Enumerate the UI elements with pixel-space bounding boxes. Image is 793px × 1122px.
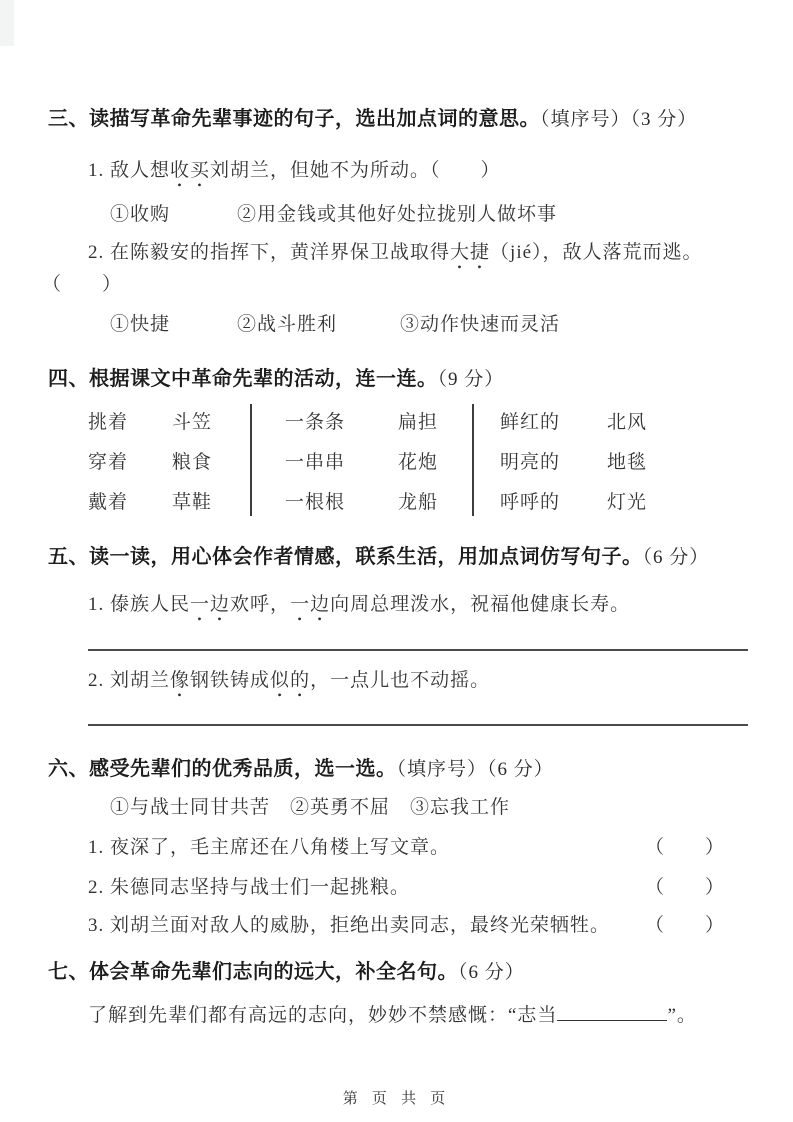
section-6-question-2: 2. 朱德同志坚持与战士们一起挑粮。 [88, 877, 411, 898]
section-6-options: ①与战士同甘共苦 ②英勇不屈 ③忘我工作 [110, 797, 511, 818]
section-4-title: 四、根据课文中革命先辈的活动，连一连。 [48, 368, 438, 390]
section-7-sentence: 了解到先辈们都有高远的志向，妙妙不禁感慨：“志当 ”。 [88, 1000, 697, 1029]
answer-line [88, 724, 748, 726]
section-5-title: 五、读一读，用心体会作者情感，联系生活，用加点词仿写句子。 [48, 546, 643, 568]
section-3-question-1: 1. 敌人想收买刘胡兰，但她不为所动。（ ） [88, 160, 501, 181]
scan-corner-shade [0, 0, 14, 46]
section-3-q2-option-3: ③动作快速而灵活 [400, 314, 561, 335]
section-3-question-2: 2. 在陈毅安的指挥下，黄洋界保卫战取得大捷（jié），敌人落荒而逃。 [88, 242, 703, 263]
connect-cell: 草鞋 [172, 492, 213, 513]
section-6-question-3: 3. 刘胡兰面对敌人的威胁，拒绝出卖同志，最终光荣牺牲。 [88, 915, 611, 936]
answer-bracket: （ ） [645, 837, 726, 858]
section-5-sentence-1: 1. 傣族人民一边欢呼，一边向周总理泼水，祝福他健康长寿。 [88, 594, 631, 615]
section-4-note: （9 分） [437, 369, 505, 390]
section-6-title: 六、感受先辈们的优秀品质，选一选。 [48, 758, 397, 780]
connect-cell: 北风 [607, 412, 648, 433]
connect-cell: 一根根 [285, 492, 346, 513]
connect-cell: 斗笠 [172, 412, 213, 433]
connect-cell: 一串串 [285, 452, 346, 473]
section-6-heading [48, 752, 554, 781]
column-divider [250, 404, 252, 516]
section-3-q2-answer-bracket: （ ） [42, 274, 123, 295]
connect-cell: 地毯 [607, 452, 648, 473]
section-4-heading [48, 362, 504, 391]
page-footer: 第 页 共 页 [342, 1090, 451, 1107]
connect-cell: 灯光 [607, 492, 648, 513]
section-6-question-1: 1. 夜深了，毛主席还在八角楼上写文章。 [88, 837, 451, 858]
section-7-note: （6 分） [458, 962, 525, 983]
connect-cell: 穿着 [88, 452, 129, 473]
connect-cell: 明亮的 [500, 452, 561, 473]
section-3-q1-option-1: ①收购 [110, 204, 171, 225]
section-3-q2-option-1: ①快捷 [110, 314, 171, 335]
section-3-q1-option-2: ②用金钱或其他好处拉拢别人做坏事 [237, 204, 558, 225]
connect-cell: 龙船 [398, 492, 439, 513]
section-3-title: 三、读描写革命先辈事迹的句子，选出加点词的意思。 [48, 108, 540, 130]
answer-bracket: （ ） [645, 877, 726, 898]
section-5-heading [48, 540, 709, 569]
connect-cell: 呼呼的 [500, 492, 561, 513]
connect-cell: 一条条 [285, 412, 346, 433]
answer-line [88, 649, 748, 651]
answer-blank [557, 1000, 667, 1021]
section-5-sentence-2: 2. 刘胡兰像钢铁铸成似的，一点儿也不动摇。 [88, 670, 491, 691]
section-7-title: 七、体会革命先辈们志向的远大，补全名句。 [48, 961, 458, 983]
section-7-heading [48, 955, 525, 984]
connect-cell: 扁担 [398, 412, 439, 433]
connect-cell: 鲜红的 [500, 412, 561, 433]
answer-bracket: （ ） [645, 915, 726, 936]
connect-cell: 挑着 [88, 412, 129, 433]
section-3-note: （填序号）（3 分） [540, 109, 698, 130]
section-3-heading [48, 102, 697, 131]
connect-cell: 戴着 [88, 492, 129, 513]
section-6-note: （填序号）（6 分） [396, 759, 554, 780]
connect-cell: 粮食 [172, 452, 213, 473]
section-5-note: （6 分） [642, 547, 710, 568]
section-3-q2-option-2: ②战斗胜利 [237, 314, 338, 335]
column-divider [472, 404, 474, 516]
connect-cell: 花炮 [398, 452, 439, 473]
